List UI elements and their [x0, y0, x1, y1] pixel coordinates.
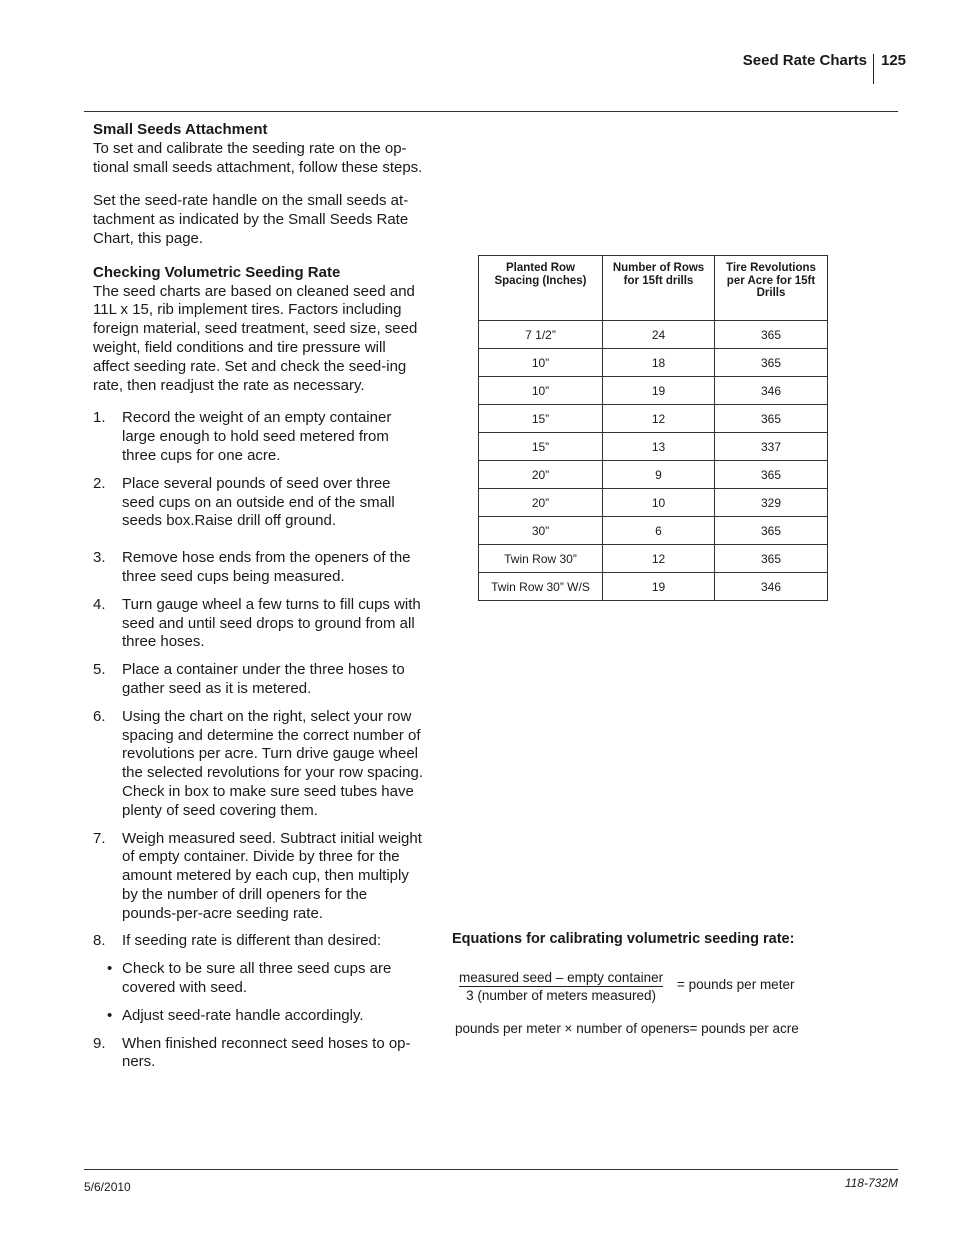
table-cell: 365: [715, 545, 828, 573]
header-title: Seed Rate Charts: [742, 52, 867, 69]
section-title-small-seeds: Small Seeds Attachment: [93, 121, 268, 138]
section2-paragraph-1: The seed charts are based on cleaned seed and 11L x 15, rib implement tires. Factors including foreign material, seed treatment, seed size, seed weight, field conditions and tire pressure will affect seeding rate. Set and check the seed-ing rate, then readjust the rate as necessary.: [93, 282, 418, 394]
section-title-checking-rate: Checking Volumetric Seeding Rate: [93, 263, 341, 281]
steps-list: [93, 409, 423, 1072]
list-item: 2. Place several pounds of seed over three seed cups on an outside end of the small seeds box.Raise drill off ground.: [93, 474, 395, 530]
table-cell: 6: [603, 517, 715, 545]
column-header-rows: Number of Rows for 15ft drills: [603, 256, 715, 321]
column-header-row-spacing: Planted Row Spacing (Inches): [479, 256, 603, 321]
table-cell: Twin Row 30” W/S: [479, 573, 603, 601]
table-cell: 337: [715, 433, 828, 461]
table-cell: 365: [715, 349, 828, 377]
footer-doc-code: 118-732M: [844, 1176, 898, 1190]
table-cell: 329: [715, 489, 828, 517]
table-cell: 19: [603, 377, 715, 405]
list-item: 8. If seeding rate is different than desired:: [93, 932, 382, 950]
list-item: 4. Turn gauge wheel a few turns to fill cups with seed and until seed drops to ground from all three hoses.: [93, 595, 421, 651]
fraction: [459, 970, 663, 1003]
list-item: 5. Place a container under the three hoses to gather seed as it is metered.: [93, 661, 405, 697]
table-cell: 365: [715, 405, 828, 433]
table-cell: 10”: [479, 377, 603, 405]
equation-rhs: = pounds per meter: [677, 977, 795, 992]
table-row: [479, 433, 828, 461]
table-cell: 19: [603, 573, 715, 601]
footer-date: 5/6/2010: [84, 1180, 131, 1194]
list-item: 6. Using the chart on the right, select your row spacing and determine the correct number of revolutions per acre. Turn drive gauge wheel the selected revolutions for your row spacing. Check in box to make sure seed tubes have plenty of seed covering them.: [93, 707, 423, 819]
column-header-revolutions: Tire Revolutions per Acre for 15ft Drills: [715, 256, 828, 321]
bottom-rule: [84, 1169, 898, 1170]
bullet-item: • Adjust seed-rate handle accordingly.: [107, 1006, 364, 1024]
table-cell: 30”: [479, 517, 603, 545]
table-cell: 346: [715, 377, 828, 405]
seed-rate-table: [478, 255, 828, 601]
table-row: [479, 573, 828, 601]
table-cell: 20”: [479, 489, 603, 517]
table-row: [479, 405, 828, 433]
fraction-numerator: measured seed – empty container: [459, 970, 664, 985]
fraction-denominator: 3 (number of meters measured): [466, 988, 656, 1003]
bullet-icon: •: [107, 960, 113, 978]
table-cell: 15”: [479, 405, 603, 433]
list-item: 1. Record the weight of an empty container large enough to hold seed metered from three cups for one acre.: [93, 409, 392, 464]
table-row: [479, 517, 828, 545]
table-cell: 12: [603, 545, 715, 573]
table-row: [479, 545, 828, 573]
table-cell: 13: [603, 433, 715, 461]
table-cell: 365: [715, 461, 828, 489]
table-cell: 12: [603, 405, 715, 433]
table-cell: Twin Row 30”: [479, 545, 603, 573]
table-cell: 15”: [479, 433, 603, 461]
table-cell: 7 1/2”: [479, 321, 603, 349]
table-row: [479, 461, 828, 489]
table-row: [479, 377, 828, 405]
table-cell: 20”: [479, 461, 603, 489]
table-cell: 24: [603, 321, 715, 349]
table-cell: 365: [715, 321, 828, 349]
page-number: 125: [881, 52, 907, 69]
table-row: [479, 349, 828, 377]
equations-heading: Equations for calibrating volumetric seeding rate:: [452, 931, 795, 947]
section1-paragraph-2: Set the seed-rate handle on the small seeds at-tachment as indicated by the Small Seeds Rate Chart, this page.: [93, 192, 409, 247]
table-cell: 18: [603, 349, 715, 377]
table-cell: 10”: [479, 349, 603, 377]
list-item: 9. When finished reconnect seed hoses to op-ners.: [93, 1034, 411, 1071]
header-divider: [873, 54, 874, 84]
table-row: [479, 489, 828, 517]
list-item: 7. Weigh measured seed. Subtract initial weight of empty container. Divide by three for the amount metered by each cup, then multiply by the number of drill openers for the pounds-per-acre seeding rate.: [93, 829, 422, 922]
table-cell: 365: [715, 517, 828, 545]
left-column: [93, 121, 423, 1081]
list-item: 3. Remove hose ends from the openers of the three seed cups being measured.: [93, 549, 411, 585]
top-rule: [84, 111, 898, 112]
table-row: [479, 321, 828, 349]
table-cell: 346: [715, 573, 828, 601]
table-cell: 10: [603, 489, 715, 517]
equation-pounds-per-acre: pounds per meter × number of openers= pounds per acre: [455, 1021, 799, 1036]
section1-paragraph-1: To set and calibrate the seeding rate on the op-tional small seeds attachment, follow these steps.: [93, 139, 423, 176]
bullet-icon: •: [107, 1006, 113, 1024]
table-cell: 9: [603, 461, 715, 489]
equation-pounds-per-meter: [459, 970, 795, 1003]
bullet-item: • Check to be sure all three seed cups are covered with seed.: [107, 960, 392, 997]
table-header-row: [479, 256, 828, 321]
